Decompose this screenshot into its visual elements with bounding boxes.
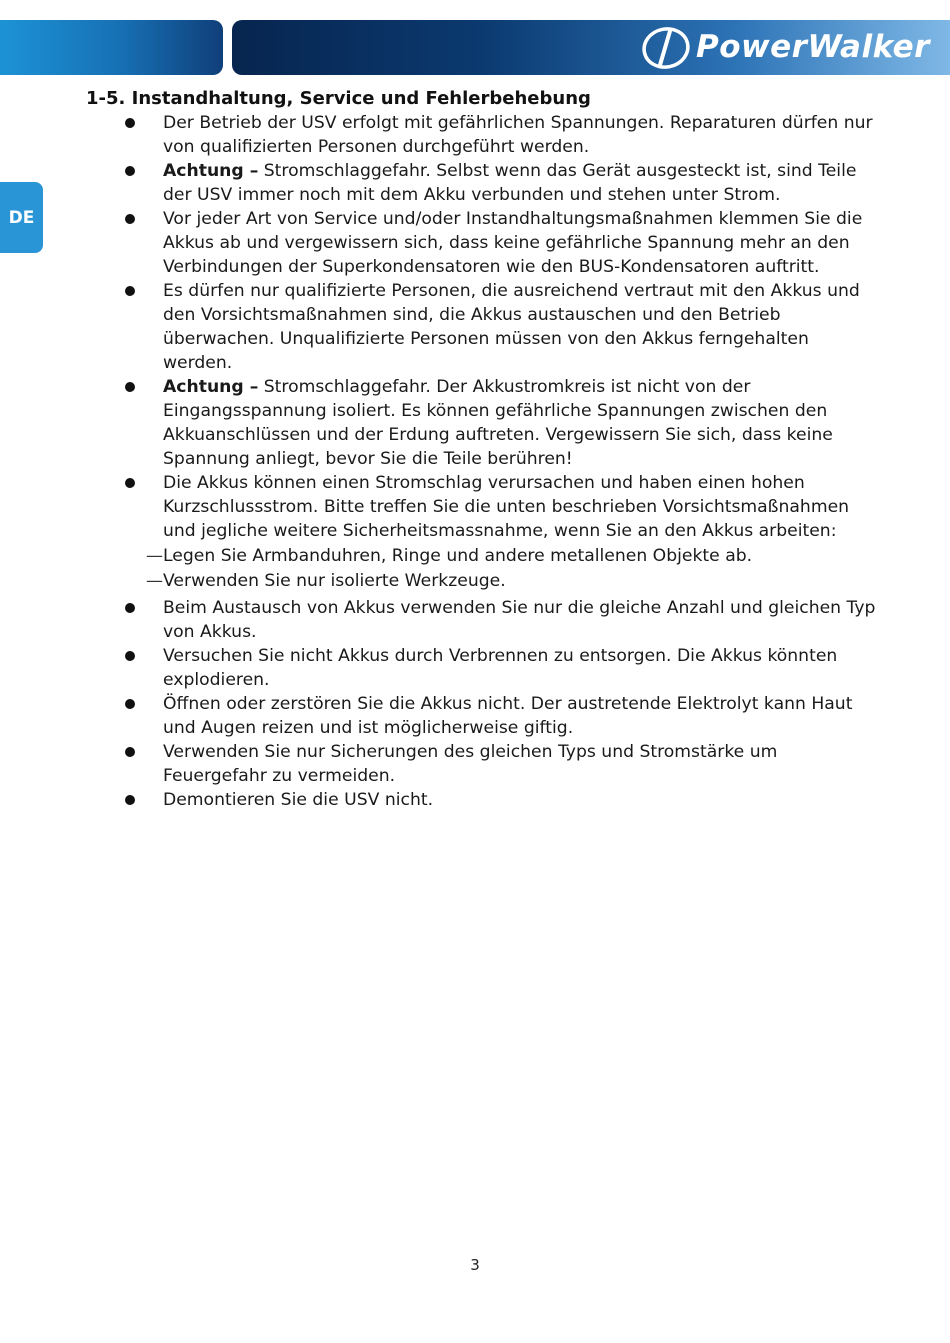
section-title: 1-5. Instandhaltung, Service und Fehlerbehebung bbox=[86, 88, 591, 109]
page-number: 3 bbox=[470, 1256, 480, 1274]
dash-mark: — bbox=[146, 546, 163, 566]
logo-text: PowerWalker bbox=[696, 29, 930, 65]
item-text: Es dürfen nur qualifizierte Personen, die ausreichend vertraut mit den Akkus und den Vorsichtsmaßnahmen sind, die Akkus austauschen und den Betrieb überwachen. Unqualifizierte Personen müssen von den Akkus ferngehalten werden. bbox=[163, 281, 860, 373]
item-text: Vor jeder Art von Service und/oder Instandhaltungsmaßnahmen klemmen Sie die Akkus ab und vergewissern sich, dass keine gefährliche Spannung mehr an den Verbindungen der Superkondensatoren wie den BUS-Kondensatoren auftritt. bbox=[163, 209, 863, 277]
powerwalker-logo bbox=[640, 25, 946, 71]
bullet-item bbox=[0, 788, 883, 812]
bullet-item bbox=[0, 471, 883, 543]
bullet-item bbox=[0, 207, 883, 279]
bullet-item bbox=[0, 375, 883, 471]
item-text: Der Betrieb der USV erfolgt mit gefährlichen Spannungen. Reparaturen dürfen nur von qualifizierten Personen durchgeführt werden. bbox=[163, 113, 873, 157]
dash-item bbox=[0, 569, 883, 593]
safety-list bbox=[0, 111, 950, 812]
item-text: Verwenden Sie nur isolierte Werkzeuge. bbox=[163, 571, 506, 591]
bullet-item bbox=[0, 644, 883, 692]
bullet-item bbox=[0, 111, 883, 159]
item-text: Demontieren Sie die USV nicht. bbox=[163, 790, 434, 810]
language-tab: DE bbox=[0, 182, 43, 253]
item-text: Legen Sie Armbanduhren, Ringe und andere metallenen Objekte ab. bbox=[163, 546, 753, 566]
bullet-item bbox=[0, 692, 883, 740]
item-text: Beim Austausch von Akkus verwenden Sie nur die gleiche Anzahl und gleichen Typ von Akkus. bbox=[163, 598, 876, 642]
dash-mark: — bbox=[146, 571, 163, 591]
item-text: Verwenden Sie nur Sicherungen des gleichen Typs und Stromstärke um Feuergefahr zu vermeiden. bbox=[163, 742, 778, 786]
item-text: Versuchen Sie nicht Akkus durch Verbrennen zu entsorgen. Die Akkus könnten explodieren. bbox=[163, 646, 838, 690]
warning-label: Achtung – bbox=[163, 161, 259, 181]
item-text: Stromschlaggefahr. Selbst wenn das Gerät ausgesteckt ist, sind Teile der USV immer noch mit dem Akku verbunden und stehen unter Strom. bbox=[163, 161, 857, 205]
bullet-item bbox=[0, 740, 883, 788]
dash-item bbox=[0, 544, 883, 568]
header-left-bar bbox=[0, 20, 223, 75]
logo-mark-icon bbox=[640, 25, 696, 71]
warning-label: Achtung – bbox=[163, 377, 259, 397]
page-header bbox=[0, 0, 950, 78]
item-text: Die Akkus können einen Stromschlag verursachen und haben einen hohen Kurzschlussstrom. Bitte treffen Sie die unten beschrieben Vorsichtsmaßnahmen und jegliche weitere Sicherheitsmassnahme, wenn Sie an den Akkus arbeiten: bbox=[163, 473, 850, 541]
bullet-item bbox=[0, 159, 883, 207]
item-text: Stromschlaggefahr. Der Akkustromkreis ist nicht von der Eingangsspannung isoliert. Es können gefährliche Spannungen zwischen den Akkuanschlüssen und der Erdung auftreten. Vergewissern Sie sich, dass keine Spannung anliegt, bevor Sie die Teile berühren! bbox=[163, 377, 833, 469]
bullet-item bbox=[0, 279, 883, 375]
bullet-item bbox=[0, 596, 883, 644]
item-text: Öffnen oder zerstören Sie die Akkus nicht. Der austretende Elektrolyt kann Haut und Augen reizen und ist möglicherweise giftig. bbox=[163, 694, 853, 738]
